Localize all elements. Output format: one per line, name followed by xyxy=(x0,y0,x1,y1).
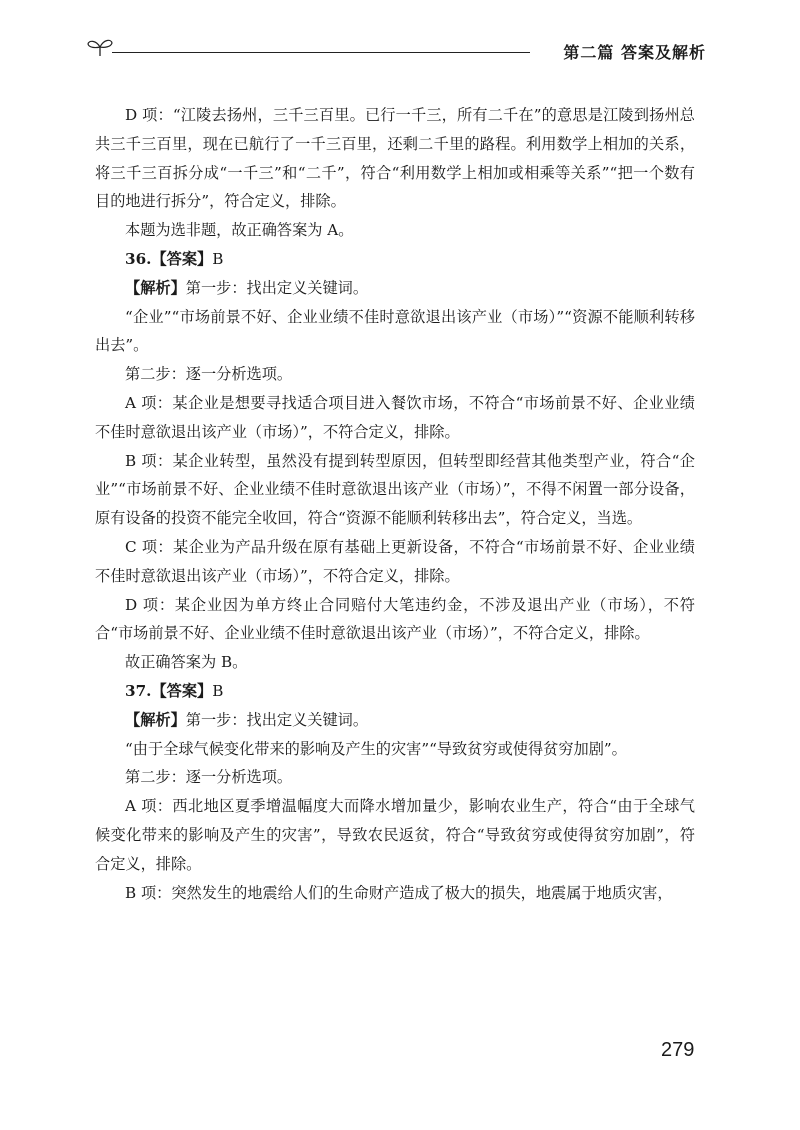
q36-analysis-line xyxy=(95,274,695,303)
q37-option-a: A 项：西北地区夏季增温幅度大而降水增加量少，影响农业生产，符合“由于全球气候变化带来的影响及产生的灾害”，导致农民返贫，符合“导致贫穷或使得贫穷加剧”，符合定义，排除。 xyxy=(95,797,695,873)
q36-answer-tag: 【答案】 xyxy=(151,249,213,268)
q36-conclusion: 故正确答案为 B。 xyxy=(125,653,248,672)
q37-analysis-tag: 【解析】 xyxy=(125,710,186,729)
page-body xyxy=(95,101,695,907)
paragraph-option-d-prev: D 项：“江陵去扬州，三千三百里。已行一千三，所有二千在”的意思是江陵到扬州总共三千三百里，现在已航行了一千三百里，还剩二千里的路程。利用数学上相加的关系，将三千三百拆分成“一千三”和“二千”，符合“利用数学上相加或相乘等关系”“把一个数有目的地进行拆分”，符合定义，排除。 xyxy=(95,106,695,211)
q36-number: 36. xyxy=(125,249,152,268)
q37-keywords: “由于全球气候变化带来的影响及产生的灾害”“导致贫穷或使得贫穷加剧”。 xyxy=(125,739,627,758)
q36-step2: 第二步：逐一分析选项。 xyxy=(125,365,293,384)
q37-step1: 第一步：找出定义关键词。 xyxy=(185,710,368,729)
running-header xyxy=(86,30,706,70)
q37-answer-line xyxy=(95,677,695,706)
q37-step2: 第二步：逐一分析选项。 xyxy=(125,768,293,787)
q36-analysis-tag: 【解析】 xyxy=(125,278,186,297)
q36-step1: 第一步：找出定义关键词。 xyxy=(185,278,368,297)
q36-option-d: D 项：某企业因为单方终止合同赔付大笔违约金，不涉及退出产业（市场），不符合“市场前景不好、企业业绩不佳时意欲退出该产业（市场）”，不符合定义，排除。 xyxy=(95,595,695,643)
sprout-icon xyxy=(86,36,114,58)
q37-option-b: B 项：突然发生的地震给人们的生命财产造成了极大的损失，地震属于地质灾害， xyxy=(125,883,673,902)
q36-options xyxy=(95,389,695,648)
q36-option-b: B 项：某企业转型，虽然没有提到转型原因，但转型即经营其他类型产业，符合“企业”“市场前景不好、企业业绩不佳时意欲退出该产业（市场）”，不得不闲置一部分设备，原有设备的投资不能完全收回，符合“资源不能顺利转移出去”，符合定义，当选。 xyxy=(95,451,695,528)
paragraph-conclusion-prev: 本题为选非题，故正确答案为 A。 xyxy=(125,221,354,240)
section-title: 第二篇 答案及解析 xyxy=(563,43,706,62)
q37-analysis-line xyxy=(95,706,695,735)
q37-answer-tag: 【答案】 xyxy=(151,681,213,700)
q37-number: 37. xyxy=(125,681,152,700)
page-number: 279 xyxy=(661,1039,695,1061)
header-rule xyxy=(112,52,530,53)
q36-option-a: A 项：某企业是想要寻找适合项目进入餐饮市场，不符合“市场前景不好、企业业绩不佳时意欲退出该产业（市场）”，不符合定义，排除。 xyxy=(95,393,695,441)
q36-answer-line xyxy=(95,245,695,274)
q37-answer: B xyxy=(212,681,224,700)
q36-answer: B xyxy=(212,249,224,268)
q36-option-c: C 项：某企业为产品升级在原有基础上更新设备，不符合“市场前景不好、企业业绩不佳时意欲退出该产业（市场）”，不符合定义，排除。 xyxy=(95,537,695,585)
q36-keywords: “企业”“市场前景不好、企业业绩不佳时意欲退出该产业（市场）”“资源不能顺利转移出去”。 xyxy=(95,307,695,355)
